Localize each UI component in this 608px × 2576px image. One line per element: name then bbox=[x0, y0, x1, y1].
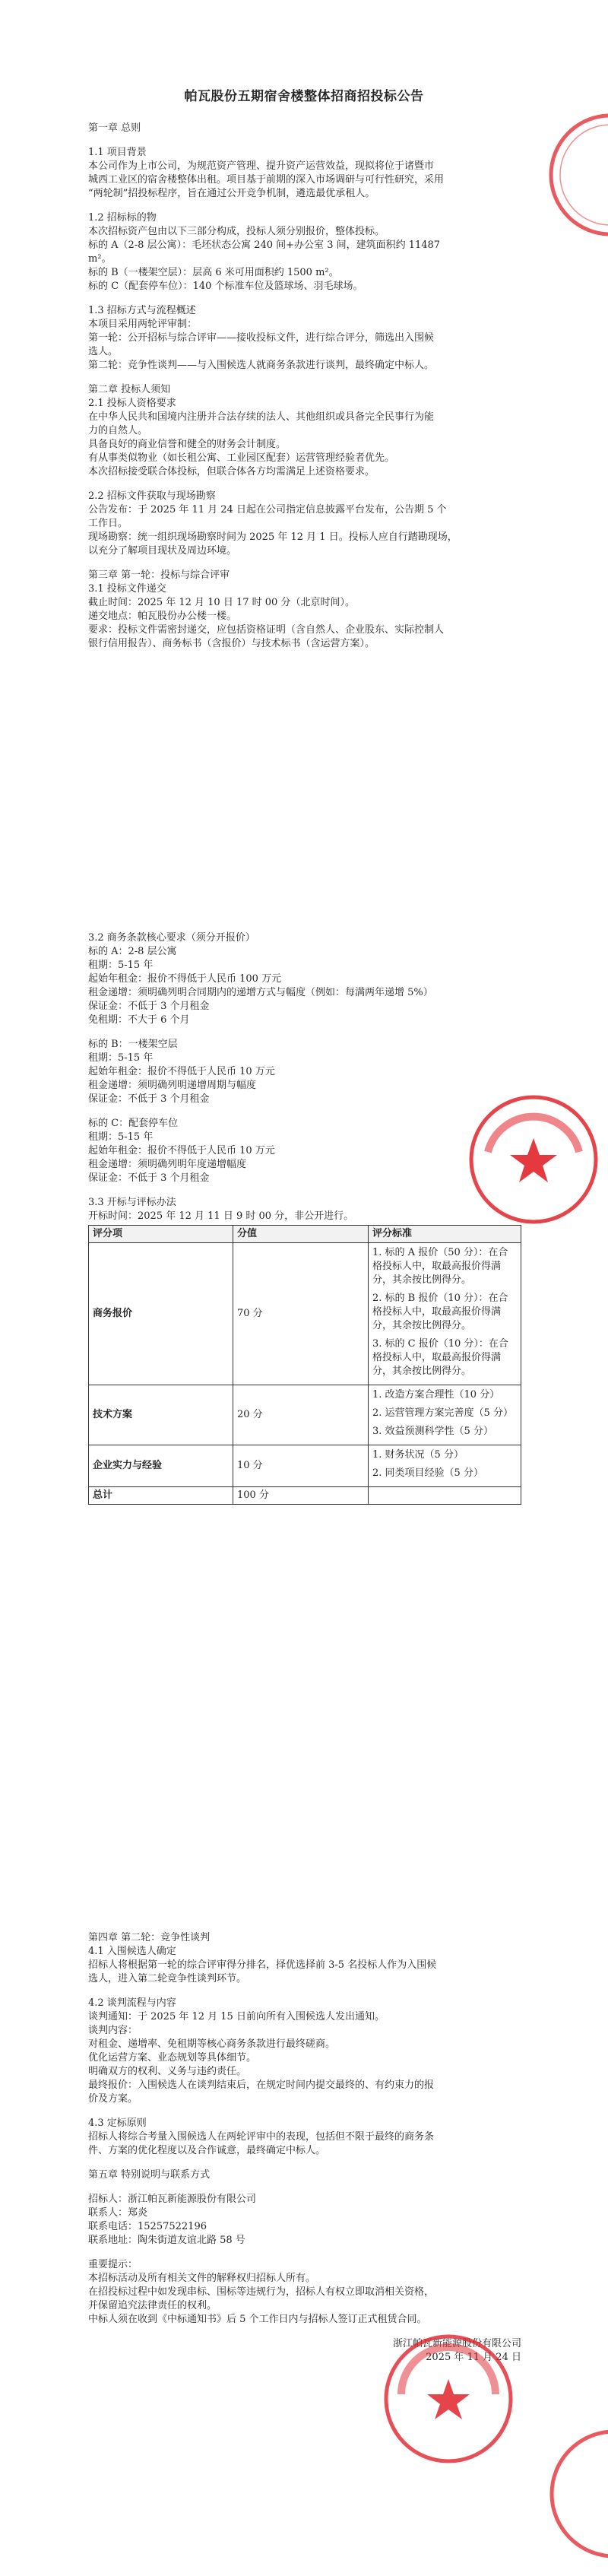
paragraph-line: 免租期：不大于 6 个月 bbox=[88, 1014, 190, 1026]
paragraph-line: 本公司作为上市公司，为规范资产管理、提升资产运营效益，现拟将位于诸暨市 bbox=[88, 160, 435, 172]
section-2-1-title: 2.1 投标人资格要求 bbox=[88, 398, 176, 409]
row-criteria bbox=[369, 1243, 521, 1385]
paragraph-line: 选人，进入第二轮竞争性谈判环节。 bbox=[88, 1973, 247, 1984]
document-title: 帕瓦股份五期宿舍楼整体招商招投标公告 bbox=[184, 89, 424, 104]
paragraph-line: 标的 C：配套停车位 bbox=[88, 1118, 179, 1129]
section-1-3-title: 1.3 招标方式与流程概述 bbox=[88, 305, 196, 316]
paragraph-line: 有从事类似物业（如长租公寓、工业园区配套）运营管理经验者优先。 bbox=[88, 452, 395, 464]
chapter-2-heading: 第二章 投标人须知 bbox=[88, 384, 171, 395]
section-4-2-title: 4.2 谈判流程与内容 bbox=[88, 1997, 176, 2009]
paragraph-line: 起始年租金：报价不得低于人民币 100 万元 bbox=[88, 973, 282, 985]
paragraph-line: 租金递增：须明确列明年度递增幅度 bbox=[88, 1159, 247, 1170]
signature-company: 浙江帕瓦新能源股份有限公司 bbox=[392, 2338, 521, 2349]
paragraph-line: 保证金：不低于 3 个月租金 bbox=[88, 1093, 210, 1105]
paragraph-line: 租金递增：须明确列明递增周期与幅度 bbox=[88, 1080, 257, 1091]
seal-stamp-partial-bottom bbox=[547, 2418, 608, 2570]
paragraph-line: 现场勘察：统一组织现场勘察时间为 2025 年 12 月 1 日。投标人应自行踏勘现场， bbox=[88, 531, 458, 543]
row-criteria bbox=[369, 1487, 521, 1505]
paragraph-line: 对租金、递增率、免租期等核心商务条款进行最终磋商。 bbox=[88, 2038, 336, 2050]
section-3-2-title: 3.2 商务条款核心要求（须分开报价） bbox=[88, 932, 255, 944]
table-row bbox=[89, 1445, 521, 1487]
paragraph-line: 要求：投标文件需密封递交，应包括资格证明（含自然人、企业股东、实际控制人 bbox=[88, 624, 445, 636]
section-1-1-title: 1.1 项目背景 bbox=[88, 147, 147, 158]
paragraph-line: 租期：5-15 年 bbox=[88, 1131, 154, 1143]
row-criteria bbox=[369, 1385, 521, 1445]
paragraph-line: 本次招标接受联合体投标，但联合体各方均需满足上述资格要求。 bbox=[88, 466, 375, 477]
row-score: 20 分 bbox=[233, 1385, 369, 1445]
paragraph-line: 谈判通知：于 2025 年 12 月 15 日前向所有入围候选人发出通知。 bbox=[88, 2011, 385, 2022]
table-header-criteria: 评分标准 bbox=[369, 1226, 521, 1243]
paragraph-line: 递交地点：帕瓦股份办公楼一楼。 bbox=[88, 611, 237, 622]
paragraph-line: 银行信用报告）、商务标书（含报价）与技术标书（含运营方案）。 bbox=[88, 638, 375, 649]
paragraph-line: 招标人将根据第一轮的综合评审得分排名，择优选择前 3-5 名投标人作为入围候 bbox=[88, 1959, 437, 1971]
paragraph-line: 保证金：不低于 3 个月租金 bbox=[88, 1001, 210, 1012]
paragraph-line: 价及方案。 bbox=[88, 2093, 138, 2105]
seal-stamp-partial-top bbox=[543, 106, 608, 243]
contact-tenderer: 招标人：浙江帕瓦新能源股份有限公司 bbox=[88, 2194, 257, 2205]
row-item: 总计 bbox=[89, 1487, 233, 1505]
paragraph-line: 租金递增：须明确列明合同期内的递增方式与幅度（例如：每满两年递增 5%） bbox=[88, 987, 433, 998]
paragraph-line: 并保留追究法律责任的权利。 bbox=[88, 2300, 217, 2311]
paragraph-line: 起始年租金：报价不得低于人民币 10 万元 bbox=[88, 1066, 275, 1077]
table-row bbox=[89, 1243, 521, 1385]
paragraph-line: 选人。 bbox=[88, 346, 119, 357]
company-seal-stamp bbox=[465, 1091, 602, 1228]
row-score: 100 分 bbox=[233, 1487, 369, 1505]
chapter-3-heading: 第三章 第一轮：投标与综合评审 bbox=[88, 569, 230, 581]
chapter-4-heading: 第四章 第二轮：竞争性谈判 bbox=[88, 1932, 211, 1943]
row-item: 商务报价 bbox=[89, 1243, 233, 1385]
paragraph-line: 标的 C（配套停车位）：140 个标准车位及篮球场、羽毛球场。 bbox=[88, 281, 363, 292]
row-score: 10 分 bbox=[233, 1445, 369, 1487]
signature-seal-stamp bbox=[380, 2330, 517, 2467]
evaluation-table bbox=[88, 1225, 521, 1505]
paragraph-line: 租期：5-15 年 bbox=[88, 960, 154, 971]
paragraph-line: 力的自然人。 bbox=[88, 425, 148, 436]
paragraph-line: 第二轮：竞争性谈判——与入围候选人就商务条款进行谈判，最终确定中标人。 bbox=[88, 360, 435, 371]
table-header-item: 评分项 bbox=[89, 1226, 233, 1243]
row-item: 企业实力与经验 bbox=[89, 1445, 233, 1487]
criteria-line: 1. 改造方案合理性（10 分） bbox=[372, 1389, 500, 1401]
section-block-1 bbox=[88, 122, 521, 651]
table-header-score: 分值 bbox=[233, 1226, 369, 1243]
paragraph-line: 以充分了解项目现状及周边环境。 bbox=[88, 545, 237, 557]
contact-address: 联系地址：陶朱街道友谊北路 58 号 bbox=[88, 2235, 245, 2246]
paragraph-line: 本次招标资产包由以下三部分构成，投标人须分别报价，整体投标。 bbox=[88, 226, 385, 237]
section-block-3 bbox=[88, 1931, 521, 2365]
criteria-line: 1. 标的 A 报价（50 分）：在合格投标人中，取最高报价得满分，其余按比例得分。 bbox=[372, 1247, 508, 1286]
row-score: 70 分 bbox=[233, 1243, 369, 1385]
paragraph-line: 明确双方的权利、义务与违约责任。 bbox=[88, 2066, 247, 2077]
paragraph-line: 标的 A：2-8 层公寓 bbox=[88, 946, 177, 957]
paragraph-line: 标的 B（一楼架空层）：层高 6 米可用面积约 1500 m²。 bbox=[88, 267, 339, 278]
signature-date: 2025 年 11 月 24 日 bbox=[426, 2352, 521, 2363]
table-row bbox=[89, 1385, 521, 1445]
paragraph-line: 截止时间：2025 年 12 月 10 日 17 时 00 分（北京时间）。 bbox=[88, 597, 355, 608]
paragraph-line: 优化运营方案、业态规划等具体细节。 bbox=[88, 2052, 257, 2064]
paragraph-line: 租期：5-15 年 bbox=[88, 1052, 154, 1064]
paragraph-line: 本项目采用两轮评审制： bbox=[88, 319, 198, 330]
section-block-2 bbox=[88, 931, 521, 1505]
paragraph-line: 开标时间：2025 年 12 月 11 日 9 时 00 分，非公开进行。 bbox=[88, 1210, 354, 1222]
chapter-1-heading: 第一章 总则 bbox=[88, 122, 141, 134]
paragraph-line: 谈判内容： bbox=[88, 2025, 138, 2036]
criteria-line: 3. 效益预测科学性（5 分） bbox=[372, 1426, 493, 1437]
paragraph-line: 标的 A（2-8 层公寓）：毛坯状态公寓 240 间+办公室 3 间，建筑面积约 11487 bbox=[88, 240, 441, 251]
paragraph-line: 起始年租金：报价不得低于人民币 10 万元 bbox=[88, 1145, 275, 1156]
section-2-2-title: 2.2 招标文件获取与现场勘察 bbox=[88, 490, 216, 502]
paragraph-line: 最终报价：入围候选人在谈判结束后，在规定时间内提交最终的、有约束力的报 bbox=[88, 2080, 435, 2091]
chapter-5-heading: 第五章 特别说明与联系方式 bbox=[88, 2169, 211, 2181]
section-4-3-title: 4.3 定标原则 bbox=[88, 2118, 147, 2129]
section-1-2-title: 1.2 招标标的物 bbox=[88, 212, 157, 224]
row-criteria bbox=[369, 1445, 521, 1487]
paragraph-line: 第一轮：公开招标与综合评审——接收投标文件，进行综合评分，筛选出入围候 bbox=[88, 332, 435, 344]
row-item: 技术方案 bbox=[89, 1385, 233, 1445]
table-row-total bbox=[89, 1487, 521, 1505]
paragraph-line: “两轮制”招投标程序，旨在通过公开竞争机制，遴选最优承租人。 bbox=[88, 188, 375, 199]
criteria-line: 1. 财务状况（5 分） bbox=[372, 1449, 464, 1461]
criteria-line: 2. 运营管理方案完善度（5 分） bbox=[372, 1407, 513, 1419]
paragraph-line: 具备良好的商业信誉和健全的财务会计制度。 bbox=[88, 439, 287, 450]
paragraph-line: 中标人须在收到《中标通知书》后 5 个工作日内与招标人签订正式租赁合同。 bbox=[88, 2314, 427, 2325]
contact-person: 联系人：郑炎 bbox=[88, 2207, 148, 2219]
criteria-line: 2. 标的 B 报价（10 分）：在合格投标人中，取最高报价得满分，其余按比例得分。 bbox=[372, 1293, 508, 1331]
notice-title: 重要提示： bbox=[88, 2259, 138, 2270]
paragraph-line: 在招投标过程中如发现串标、围标等违规行为，招标人有权立即取消相关资格， bbox=[88, 2286, 435, 2298]
paragraph-line: 保证金：不低于 3 个月租金 bbox=[88, 1172, 210, 1184]
paragraph-line: 在中华人民共和国境内注册并合法存续的法人、其他组织或具备完全民事行为能 bbox=[88, 411, 435, 423]
section-3-1-title: 3.1 投标文件递交 bbox=[88, 583, 166, 595]
paragraph-line: 工作日。 bbox=[88, 518, 128, 529]
criteria-line: 3. 标的 C 报价（10 分）：在合格投标人中，取最高报价得满分，其余按比例得分。 bbox=[372, 1338, 508, 1377]
section-3-3-title: 3.3 开标与评标办法 bbox=[88, 1197, 176, 1208]
paragraph-line: 城西工业区的宿舍楼整体出租。项目基于前期的深入市场调研与可行性研究，采用 bbox=[88, 174, 445, 186]
contact-phone: 联系电话：15257522196 bbox=[88, 2221, 207, 2232]
paragraph-line: 公告发布：于 2025 年 11 月 24 日起在公司指定信息披露平台发布，公告期 5 个 bbox=[88, 504, 447, 516]
paragraph-line: 招标人将综合考量入围候选人在两轮评审中的表现，包括但不限于最终的商务条 bbox=[88, 2131, 435, 2143]
section-4-1-title: 4.1 入围候选人确定 bbox=[88, 1946, 176, 1957]
paragraph-line: 件、方案的优化程度以及合作诚意，最终确定中标人。 bbox=[88, 2145, 326, 2156]
criteria-line: 2. 同类项目经验（5 分） bbox=[372, 1467, 483, 1479]
paragraph-line: 标的 B：一楼架空层 bbox=[88, 1039, 178, 1050]
paragraph-line: 本招标活动及所有相关文件的解释权归招标人所有。 bbox=[88, 2273, 316, 2284]
paragraph-line: m²。 bbox=[88, 253, 112, 265]
